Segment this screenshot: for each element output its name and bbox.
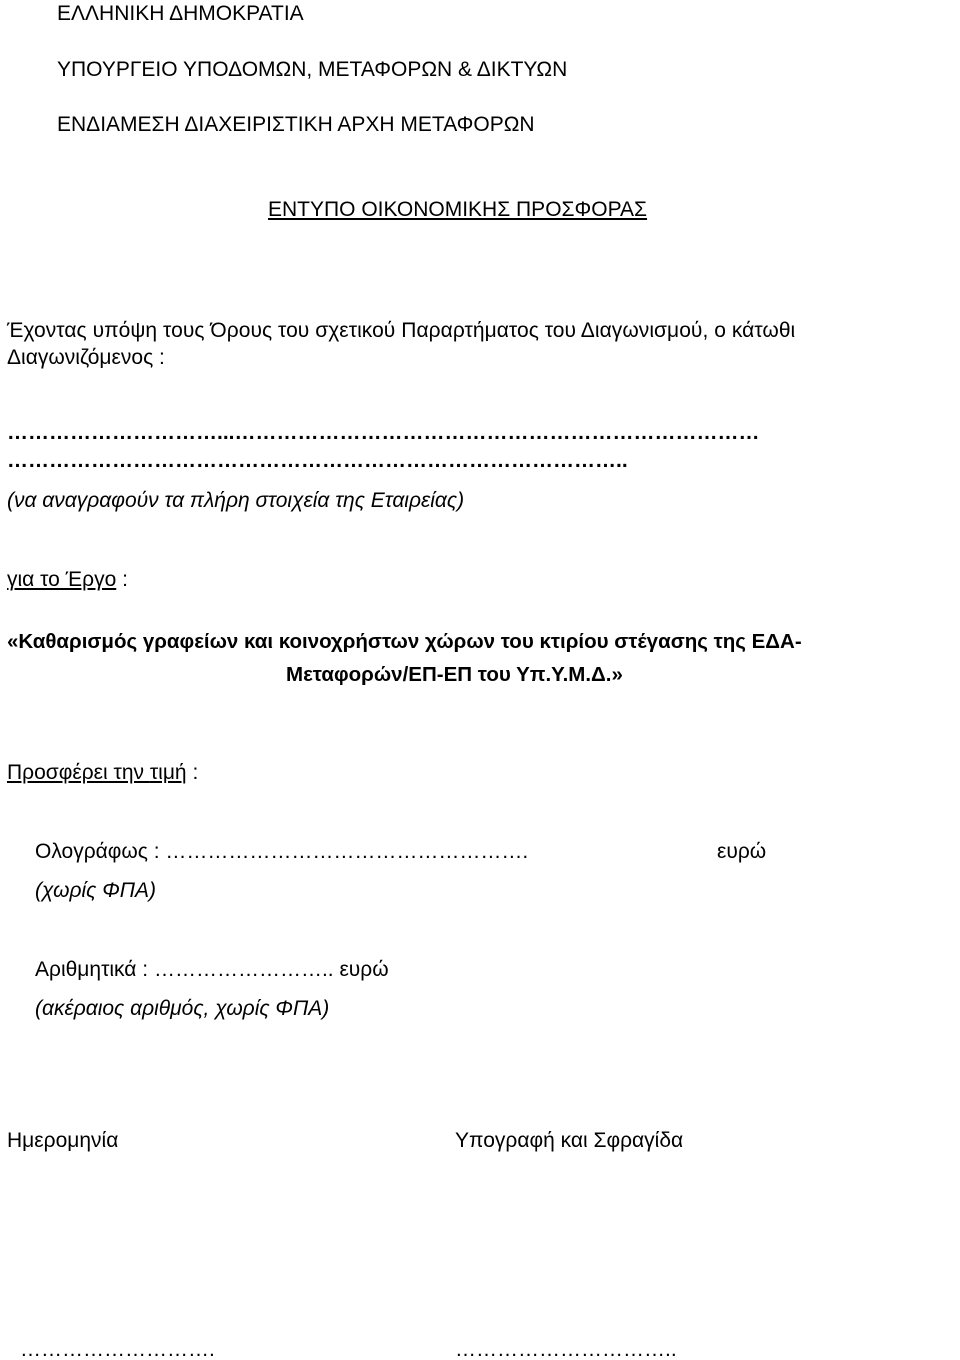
price-offer-label-end: τιμή [149,761,187,784]
signature-dotted-line: ………………………….. [455,1339,677,1360]
price-in-numbers-field: …………………….. [153,958,334,981]
company-details-dotted-line-1: …………………………...………………………………………………………………… [7,422,760,443]
authority-heading: ΕΝΔΙΑΜΕΣΗ ΔΙΑΧΕΙΡΙΣΤΙΚΗ ΑΡΧΗ ΜΕΤΑΦΟΡΩΝ [57,113,535,136]
project-label: για το Έργο [7,568,117,591]
price-in-numbers-label: Αριθμητικά : [35,958,154,981]
price-in-words-field: ……………………………………………. [165,840,529,863]
company-details-note: (να αναγραφούν τα πλήρη στοιχεία της Εταιρείας) [7,489,465,512]
price-in-numbers-currency: ευρώ [333,958,389,981]
intro-text-line1: Έχοντας υπόψη τους Όρους του σχετικού Παραρτήματος του Διαγωνισμού, ο κάτωθι [7,319,796,342]
form-title: ΕΝΤΥΠΟ ΟΙΚΟΝΟΜΙΚΗΣ ΠΡΟΣΦΟΡΑΣ [268,198,648,221]
price-in-words-note: (χωρίς ΦΠΑ) [35,879,156,902]
project-label-line [7,569,128,590]
price-in-numbers-note: (ακέραιος αριθμός, χωρίς ΦΠΑ) [35,997,330,1020]
date-dotted-line: ………………………. [20,1339,215,1360]
country-heading: ΕΛΛΗΝΙΚΗ ΔΗΜΟΚΡΑΤΙΑ [57,2,304,25]
price-in-words-label: Ολογράφως : [35,840,166,863]
price-offer-colon: : [186,761,199,784]
project-title-line1: «Καθαρισμός γραφείων και κοινοχρήστων χώρων του κτιρίου στέγασης της ΕΔΑ- [7,630,802,653]
intro-text-line2: Διαγωνιζόμενος : [7,346,165,369]
signature-label: Υπογραφή και Σφραγίδα [455,1129,684,1152]
ministry-heading: ΥΠΟΥΡΓΕΙΟ ΥΠΟΔΟΜΩΝ, ΜΕΤΑΦΟΡΩΝ & ΔΙΚΤΥΩΝ [57,58,568,81]
price-offer-label: Προσφέρει την [7,761,150,784]
price-offer-line [7,762,198,783]
price-in-words-line [35,841,528,862]
company-details-dotted-line-2: …………………………………………………………………………….. [7,450,628,471]
price-in-numbers-line [35,959,389,980]
project-title-line2: Μεταφορών/ΕΠ-ΕΠ του Υπ.Υ.Μ.Δ.» [286,663,623,686]
price-in-words-currency: ευρώ [717,840,767,863]
date-label: Ημερομηνία [7,1129,119,1152]
project-label-colon: : [122,568,128,591]
